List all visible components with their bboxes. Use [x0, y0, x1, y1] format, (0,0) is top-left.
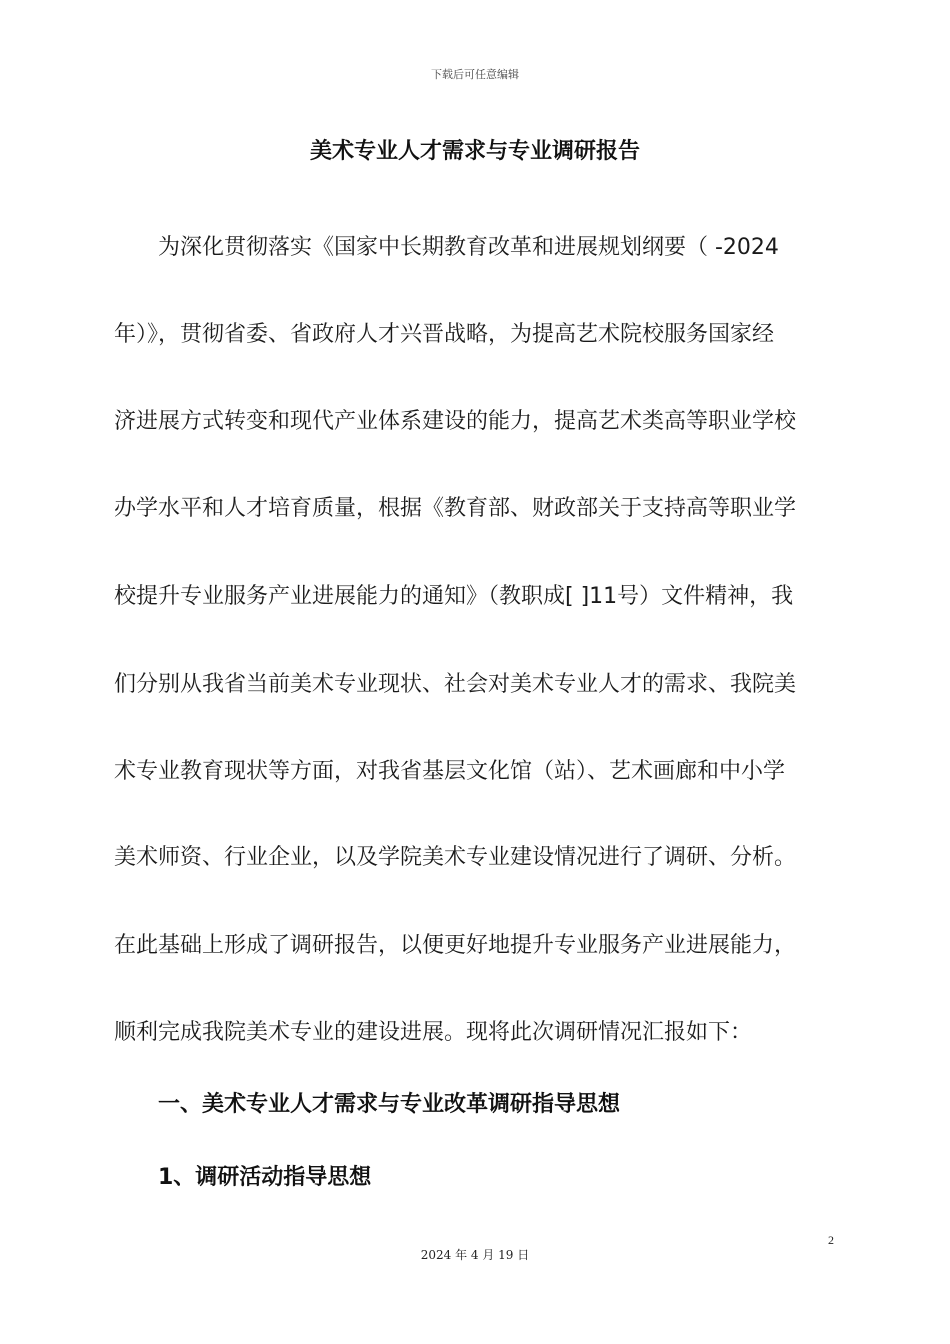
section-heading: 一、美术专业人才需求与专业改革调研指导思想: [158, 1092, 621, 1117]
paragraph-line: 济进展方式转变和现代产业体系建设的能力，提高艺术类高等职业学校: [114, 409, 797, 434]
paragraph-line: 校提升专业服务产业进展能力的通知》（教职成[ ]11号）文件精神，我: [114, 584, 794, 609]
header-note: 下载后可任意编辑: [431, 68, 519, 81]
page-number: 2: [828, 1233, 834, 1247]
paragraph-line: 年）》，贯彻省委、省政府人才兴晋战略，为提高艺术院校服务国家经: [114, 322, 775, 347]
paragraph-line: 术专业教育现状等方面，对我省基层文化馆（站）、艺术画廊和中小学: [114, 759, 786, 784]
paragraph-line: 在此基础上形成了调研报告，以便更好地提升专业服务产业进展能力，: [114, 933, 797, 958]
paragraph-line: 美术师资、行业企业，以及学院美术专业建设情况进行了调研、分析。: [114, 845, 797, 870]
paragraph-line: 顺利完成我院美术专业的建设进展。现将此次调研情况汇报如下：: [114, 1020, 753, 1045]
document-title: 美术专业人才需求与专业调研报告: [309, 139, 640, 164]
paragraph-line: 办学水平和人才培育质量，根据《教育部、财政部关于支持高等职业学: [114, 496, 797, 521]
paragraph-line: 为深化贯彻落实《国家中长期教育改革和进展规划纲要（ -2024: [158, 235, 779, 260]
footer-date: 2024 年 4 月 19 日: [420, 1248, 530, 1262]
subsection-heading: 1、调研活动指导思想: [158, 1165, 372, 1190]
paragraph-line: 们分别从我省当前美术专业现状、社会对美术专业人才的需求、我院美: [114, 672, 797, 697]
